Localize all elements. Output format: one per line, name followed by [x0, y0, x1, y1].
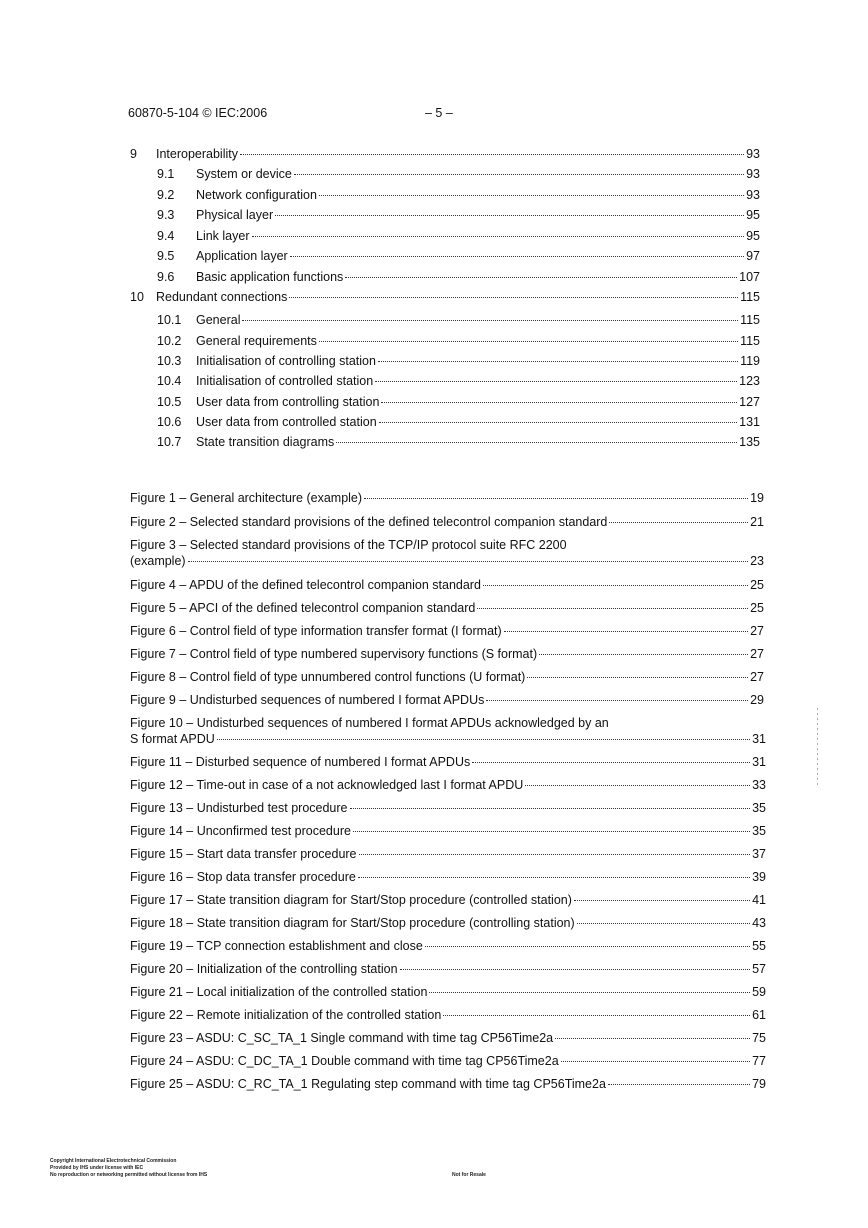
figure-entry-page: 39 — [752, 870, 766, 884]
toc-entry-title: Redundant connections — [156, 290, 288, 304]
toc-entry-number: 9.4 — [157, 229, 175, 243]
dot-leader — [561, 1061, 750, 1062]
figure-entry-title: Figure 15 – Start data transfer procedure — [130, 847, 357, 861]
figure-entry-title: Figure 16 – Stop data transfer procedure — [130, 870, 356, 884]
toc-entry[interactable] — [157, 269, 760, 285]
toc-entry[interactable] — [130, 289, 760, 305]
dot-leader — [574, 900, 750, 901]
figure-entry-page: 41 — [752, 893, 766, 907]
figure-entry-page: 27 — [750, 624, 764, 638]
figure-entry[interactable] — [130, 800, 766, 816]
figure-entry[interactable] — [130, 623, 764, 639]
figure-entry-title: Figure 20 – Initialization of the controlling station — [130, 962, 398, 976]
dot-leader — [289, 297, 738, 298]
reproduction-line: No reproduction or networking permitted without license from IHS — [50, 1172, 208, 1178]
figure-entry-page: 75 — [752, 1031, 766, 1045]
figure-entry-title: Figure 12 – Time-out in case of a not acknowledged last I format APDU — [130, 778, 524, 792]
figure-entry[interactable] — [130, 777, 766, 793]
toc-entry-page: 93 — [746, 167, 760, 181]
toc-entry[interactable] — [157, 248, 760, 264]
figure-entry[interactable] — [130, 490, 764, 506]
dot-leader — [359, 854, 751, 855]
dot-leader — [443, 1015, 750, 1016]
dot-leader — [555, 1038, 750, 1039]
toc-entry-page: 95 — [746, 208, 760, 222]
figure-entry-title: Figure 25 – ASDU: C_RC_TA_1 Regulating step command with time tag CP56Time2a — [130, 1077, 606, 1091]
figure-entry-title: Figure 2 – Selected standard provisions of the defined telecontrol companion standard — [130, 515, 608, 529]
toc-entry[interactable] — [157, 207, 760, 223]
figure-entry-title: Figure 9 – Undisturbed sequences of numbered I format APDUs — [130, 693, 485, 707]
dot-leader — [358, 877, 750, 878]
figure-entry-page: 31 — [752, 755, 766, 769]
toc-entry[interactable] — [157, 187, 760, 203]
copyright-line: Copyright International Electrotechnical Commission — [50, 1158, 177, 1164]
dot-leader — [345, 277, 737, 278]
figure-entry-title: S format APDU — [130, 732, 215, 746]
toc-entry-page: 93 — [746, 147, 760, 161]
figure-entry-title: Figure 17 – State transition diagram for Start/Stop procedure (controlled station) — [130, 893, 572, 907]
dot-leader — [319, 195, 744, 196]
toc-entry[interactable] — [130, 146, 760, 162]
figure-entry[interactable] — [130, 692, 764, 708]
scan-mark — [817, 708, 818, 788]
figure-entry-page: 35 — [752, 824, 766, 838]
toc-entry-title: System or device — [196, 167, 292, 181]
figure-entry-page: 79 — [752, 1077, 766, 1091]
page-number: – 5 – — [425, 106, 453, 120]
figure-entry[interactable] — [130, 514, 764, 530]
figure-entry[interactable] — [130, 731, 766, 747]
toc-entry-number: 10.3 — [157, 354, 182, 368]
dot-leader — [379, 422, 738, 423]
figure-entry-title-line1: Figure 3 – Selected standard provisions of the TCP/IP protocol suite RFC 2200 — [130, 538, 567, 552]
figure-entry-title: Figure 24 – ASDU: C_DC_TA_1 Double command with time tag CP56Time2a — [130, 1054, 559, 1068]
figure-entry-page: 29 — [750, 693, 764, 707]
toc-entry-number: 9.2 — [157, 188, 175, 202]
toc-entry[interactable] — [157, 353, 760, 369]
document-id: 60870-5-104 © IEC:2006 — [128, 106, 268, 120]
dot-leader — [608, 1084, 750, 1085]
toc-entry-title: Physical layer — [196, 208, 274, 222]
toc-entry-title: Application layer — [196, 249, 288, 263]
figure-entry-title: Figure 14 – Unconfirmed test procedure — [130, 824, 351, 838]
figure-entry-title: Figure 21 – Local initialization of the controlled station — [130, 985, 428, 999]
toc-entry-number: 10.7 — [157, 435, 182, 449]
toc-entry-number: 10.1 — [157, 313, 182, 327]
toc-entry-page: 97 — [746, 249, 760, 263]
dot-leader — [472, 762, 750, 763]
figure-entry[interactable] — [130, 669, 764, 685]
toc-entry-number: 10.4 — [157, 374, 182, 388]
toc-entry-number: 10.6 — [157, 415, 182, 429]
dot-leader — [483, 585, 748, 586]
dot-leader — [188, 561, 749, 562]
dot-leader — [290, 256, 744, 257]
figure-entry-page: 21 — [750, 515, 764, 529]
toc-entry-page: 123 — [739, 374, 760, 388]
dot-leader — [381, 402, 737, 403]
toc-entry[interactable] — [157, 312, 760, 328]
figure-entry-title: Figure 13 – Undisturbed test procedure — [130, 801, 348, 815]
dot-leader — [275, 215, 744, 216]
figure-entry-page: 61 — [752, 1008, 766, 1022]
dot-leader — [242, 320, 738, 321]
figure-entry[interactable] — [130, 553, 764, 569]
toc-entry[interactable] — [157, 373, 760, 389]
toc-entry-number: 9.1 — [157, 167, 175, 181]
figure-entry[interactable] — [130, 577, 764, 593]
figure-entry-page: 27 — [750, 647, 764, 661]
toc-entry-number: 9.6 — [157, 270, 175, 284]
figure-entry[interactable] — [130, 823, 766, 839]
toc-entry-title: General — [196, 313, 241, 327]
dot-leader — [400, 969, 751, 970]
toc-entry-title: Interoperability — [156, 147, 238, 161]
figure-entry[interactable] — [130, 646, 764, 662]
dot-leader — [364, 498, 748, 499]
figure-entry-title: Figure 6 – Control field of type information transfer format (I format) — [130, 624, 502, 638]
toc-entry-title: Link layer — [196, 229, 250, 243]
figure-entry-title: Figure 23 – ASDU: C_SC_TA_1 Single command with time tag CP56Time2a — [130, 1031, 554, 1045]
figure-entry-title: Figure 8 – Control field of type unnumbered control functions (U format) — [130, 670, 526, 684]
toc-entry-title: Initialisation of controlling station — [196, 354, 376, 368]
dot-leader — [252, 236, 745, 237]
figure-entry[interactable] — [130, 1076, 766, 1092]
figure-entry-title: Figure 5 – APCI of the defined telecontrol companion standard — [130, 601, 476, 615]
dot-leader — [240, 154, 744, 155]
dot-leader — [486, 700, 748, 701]
figure-entry-page: 31 — [752, 732, 766, 746]
dot-leader — [477, 608, 748, 609]
figure-entry-page: 57 — [752, 962, 766, 976]
dot-leader — [539, 654, 748, 655]
figure-entry-page: 33 — [752, 778, 766, 792]
toc-entry-page: 107 — [739, 270, 760, 284]
toc-entry-title: General requirements — [196, 334, 317, 348]
figure-entry-page: 27 — [750, 670, 764, 684]
toc-entry-number: 10.2 — [157, 334, 182, 348]
figure-entry-title: Figure 4 – APDU of the defined telecontrol companion standard — [130, 578, 481, 592]
not-for-resale: Not for Resale — [452, 1172, 486, 1178]
toc-entry-page: 93 — [746, 188, 760, 202]
figure-entry[interactable] — [130, 754, 766, 770]
figure-entry-page: 77 — [752, 1054, 766, 1068]
figure-entry-title: Figure 11 – Disturbed sequence of numbered I format APDUs — [130, 755, 471, 769]
dot-leader — [525, 785, 750, 786]
dot-leader — [609, 522, 748, 523]
toc-entry-page: 115 — [740, 334, 760, 348]
dot-leader — [336, 442, 737, 443]
dot-leader — [353, 831, 750, 832]
toc-entry-title: Basic application functions — [196, 270, 344, 284]
figure-entry-page: 25 — [750, 601, 764, 615]
figure-entry-title: Figure 1 – General architecture (example) — [130, 491, 363, 505]
figure-entry[interactable] — [130, 1007, 766, 1023]
toc-entry[interactable] — [157, 414, 760, 430]
figure-entry-page: 43 — [752, 916, 766, 930]
dot-leader — [425, 946, 750, 947]
figure-entry-title: Figure 22 – Remote initialization of the controlled station — [130, 1008, 442, 1022]
figure-entry-page: 55 — [752, 939, 766, 953]
dot-leader — [350, 808, 751, 809]
dot-leader — [294, 174, 744, 175]
figure-entry[interactable] — [130, 600, 764, 616]
toc-entry-title: Initialisation of controlled station — [196, 374, 374, 388]
dot-leader — [319, 341, 738, 342]
figure-entry[interactable] — [130, 846, 766, 862]
figure-entry-page: 23 — [750, 554, 764, 568]
figure-entry[interactable] — [130, 938, 766, 954]
figure-entry[interactable] — [130, 1053, 766, 1069]
figure-entry-page: 25 — [750, 578, 764, 592]
license-line: Provided by IHS under license with IEC — [50, 1165, 144, 1171]
dot-leader — [217, 739, 750, 740]
toc-entry-title: Network configuration — [196, 188, 317, 202]
toc-entry-page: 135 — [739, 435, 760, 449]
toc-entry-number: 9 — [130, 147, 137, 161]
figure-entry[interactable] — [130, 961, 766, 977]
toc-entry-title: State transition diagrams — [196, 435, 335, 449]
toc-entry[interactable] — [157, 333, 760, 349]
dot-leader — [577, 923, 750, 924]
toc-entry-page: 115 — [740, 313, 760, 327]
toc-entry-number: 9.5 — [157, 249, 175, 263]
dot-leader — [375, 381, 737, 382]
figure-entry-page: 59 — [752, 985, 766, 999]
toc-entry-page: 115 — [740, 290, 760, 304]
toc-entry-page: 131 — [739, 415, 760, 429]
figure-entry-page: 37 — [752, 847, 766, 861]
toc-entry[interactable] — [157, 434, 760, 450]
figure-entry-title: Figure 19 – TCP connection establishment and close — [130, 939, 423, 953]
dot-leader — [429, 992, 750, 993]
toc-entry[interactable] — [157, 166, 760, 182]
toc-entry[interactable] — [157, 394, 760, 410]
toc-entry-page: 95 — [746, 229, 760, 243]
figure-entry-title: Figure 7 – Control field of type numbered supervisory functions (S format) — [130, 647, 538, 661]
figure-entry-page: 35 — [752, 801, 766, 815]
dot-leader — [378, 361, 738, 362]
figure-entry-title-line1: Figure 10 – Undisturbed sequences of numbered I format APDUs acknowledged by an — [130, 716, 609, 730]
figure-entry-title: Figure 18 – State transition diagram for Start/Stop procedure (controlling station) — [130, 916, 575, 930]
figure-entry[interactable] — [130, 869, 766, 885]
toc-entry[interactable] — [157, 228, 760, 244]
toc-entry-title: User data from controlling station — [196, 395, 380, 409]
toc-entry-number: 9.3 — [157, 208, 175, 222]
dot-leader — [504, 631, 748, 632]
toc-entry-number: 10.5 — [157, 395, 182, 409]
figure-entry-title: (example) — [130, 554, 186, 568]
figure-entry-page: 19 — [750, 491, 764, 505]
figure-entry[interactable] — [130, 915, 766, 931]
dot-leader — [527, 677, 748, 678]
figure-entry[interactable] — [130, 892, 766, 908]
figure-entry[interactable] — [130, 984, 766, 1000]
toc-entry-number: 10 — [130, 290, 144, 304]
toc-entry-title: User data from controlled station — [196, 415, 377, 429]
toc-entry-page: 127 — [739, 395, 760, 409]
toc-entry-page: 119 — [740, 354, 760, 368]
figure-entry[interactable] — [130, 1030, 766, 1046]
